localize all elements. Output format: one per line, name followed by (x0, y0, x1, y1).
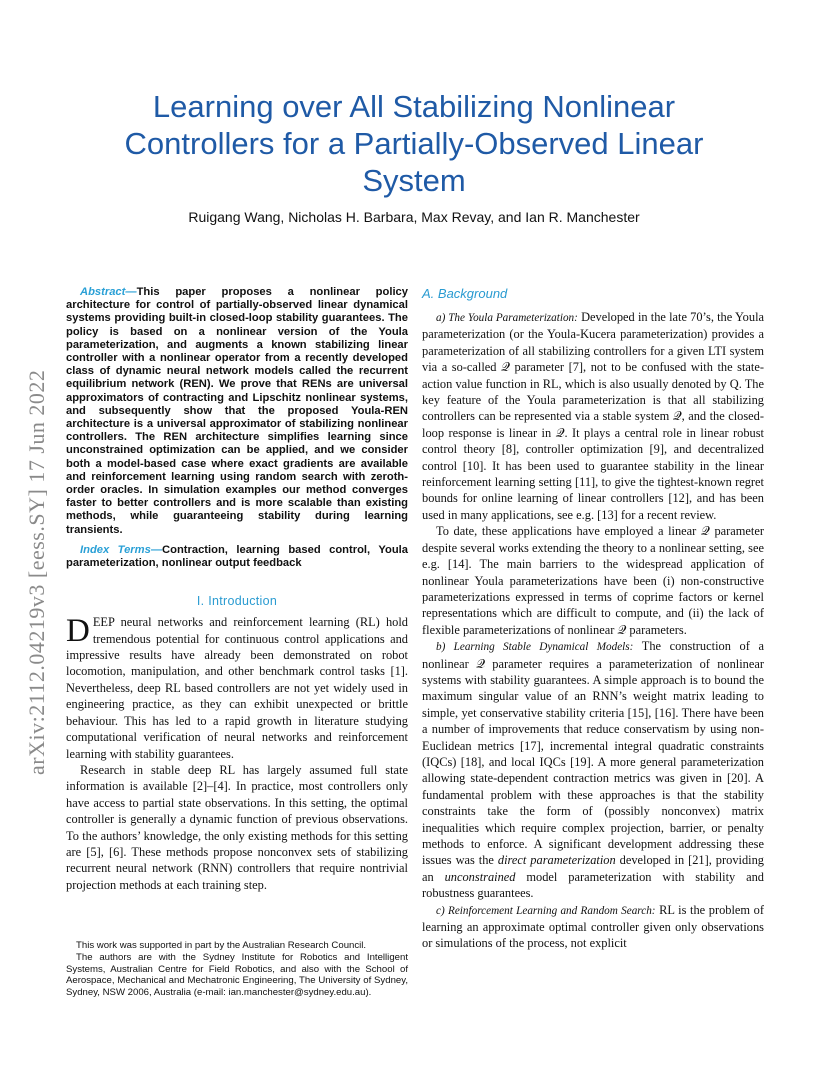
background-heading: A. Background (422, 286, 508, 301)
stable-models-text-3: model parameterization with stability and robustness guarantees. (422, 869, 765, 901)
right-column (422, 286, 764, 952)
paper-title: Learning over All Stabilizing Nonlinear Controllers for a Partially-Observed Linear System (124, 89, 704, 198)
intro-paragraph-2: Research in stable deep RL has largely assumed full state information is available [2]–[4]. In practice, most controllers only have access to partial state observations. In this setting, the optimal controller is generally a dynamic function of previous observations. To the authors’ knowledge, the only existing methods for this setting are [5], [6]. These methods propose nonconvex sets of stabilizing recurrent neural network (RNN) controllers that require nontrivial projection methods at each training step. (66, 762, 408, 892)
footnote-affiliation: The authors are with the Sydney Institute for Robotics and Intelligent Systems, Australian Centre for Field Robotics, and also with the School of Aerospace, Mechanical and Mechatronic Engineering, The University of Sydney, Sydney, NSW 2006, Australia (e-mail: ian.manchester@sydney.edu.au). (66, 951, 408, 999)
abstract (66, 286, 408, 537)
drop-cap: D (66, 613, 90, 650)
stable-models-paragraph (422, 638, 764, 902)
rl-title: c) Reinforcement Learning and Random Search: (436, 904, 656, 917)
left-column (66, 286, 408, 893)
footnote-funding: This work was supported in part by the Australian Research Council. (76, 940, 367, 951)
paper-authors: Ruigang Wang, Nicholas H. Barbara, Max Revay, and Ian R. Manchester (188, 209, 640, 225)
index-terms-label: Index Terms— (80, 543, 163, 556)
abstract-text: This paper proposes a nonlinear policy architecture for control of partially-observed linear dynamical systems providing built-in closed-loop stability guarantees. The policy is based on a nonlinear version of the Youla parameterization, and augments a known stabilizing linear controller with a nonlinear operator from a recently developed class of dynamic neural network models called the recurrent equilibrium network (REN). We prove that RENs are universal approximators of contracting and Lipschitz nonlinear systems, and subsequently show that the proposed Youla-REN architecture is a universal approximator of stabilizing nonlinear controllers. The REN architecture simplifies learning since unconstrained optimization can be applied, and we consider both a model-based case where exact gradients are available and reinforcement learning using random search with zeroth-order oracles. In simulation examples our method converges faster to better controllers and is more scalable than existing methods, while guaranteeing stability during learning transients. (66, 286, 408, 536)
stable-models-em-2: unconstrained (444, 869, 516, 884)
intro-p1-text: EEP neural networks and reinforcement learning (RL) hold tremendous potential for continuous control applications and impressive results have already been demonstrated on robot locomotion, manipulation, and other benchmark control tasks [1]. Nevertheless, deep RL based controllers are not yet widely used in engineering practice, as they can exhibit unexpected or brittle behaviour. This has led to a rapid growth in literature studying computational verification of neural networks and reinforcement learning with stability guarantees. (66, 615, 408, 761)
barriers-paragraph: To date, these applications have employed a linear 𝒬 parameter despite several works extending the theory to a nonlinear setting, see e.g. [14]. The main barriers to the widespread application of nonlinear Youla parameterizations have been (i) non-constructive parameterizations expressed in terms of coprime factors or kernel representations which are difficult to compute, and (ii) the lack of flexible parameterizations of nonlinear 𝒬 parameters. (422, 524, 764, 637)
index-terms (66, 544, 408, 570)
index-terms-text: Contraction, learning based control, Youla parameterization, nonlinear output feedback (66, 543, 409, 570)
stable-models-text-1: The construction of a nonlinear 𝒬 parameter requires a parameterization of nonlinear systems with stability guarantees. A simple approach is to bound the maximum singular value of an RNN’s weight matrix leading to simple, yet conservative stability criteria [15], [16]. There have been a number of improvements that reduce conservatism by using non-Euclidean metrics [17], incremental integral quadratic constraints (IQCs) [18], and local IQCs [19]. A more general parameterization allowing state-dependent contraction metrics was given in [20]. A fundamental problem with these approaches is that the stability constraints take the form of (possibly nonconvex) matrix inequalities which require complex projection, barrier, or penalty methods to enforce. A significant development addressing these issues was the (422, 639, 764, 868)
stable-models-title: b) Learning Stable Dynamical Models: (436, 641, 634, 654)
abstract-label: Abstract— (80, 286, 137, 298)
arxiv-stamp-text: arXiv:2112.04219v3 [eess.SY] 17 Jun 2022 (24, 369, 49, 775)
footnote (66, 940, 408, 999)
intro-heading: I. Introduction (196, 594, 278, 609)
arxiv-stamp (16, 255, 56, 775)
youla-paragraph (422, 309, 764, 523)
stable-models-text-2: developed in [21], providing an (422, 853, 764, 884)
intro-paragraph-1 (66, 614, 408, 762)
stable-models-em-1: direct parameterization (497, 853, 616, 868)
rl-paragraph (422, 902, 764, 952)
youla-title: a) The Youla Parameterization: (436, 312, 578, 324)
youla-text: Developed in the late 70’s, the Youla parameterization (or the Youla-Kucera parameterization) provides a parameterization of all stabilizing controllers for a given LTI system via a so-called 𝒬 parameter [7], not to be confused with the state-action value function in RL, which is also usually denoted by Q. The key feature of the Youla parameterization is that all stabilizing controllers can be represented via a stable system 𝒬, and the closed-loop response is linear in 𝒬. It plays a central role in linear robust control theory [8], controller optimization [9], and decentralized control [10]. It has been used to guarantee stability in the linear reinforcement learning setting [11], to give the tightest-known regret bounds for online learning of linear controllers [12], and has been used in many applications, see e.g. [13] for a recent review. (422, 310, 765, 522)
rl-text: RL is the problem of learning an approximate optimal controller given only observations or simulations of the process, not explicit (422, 902, 764, 951)
